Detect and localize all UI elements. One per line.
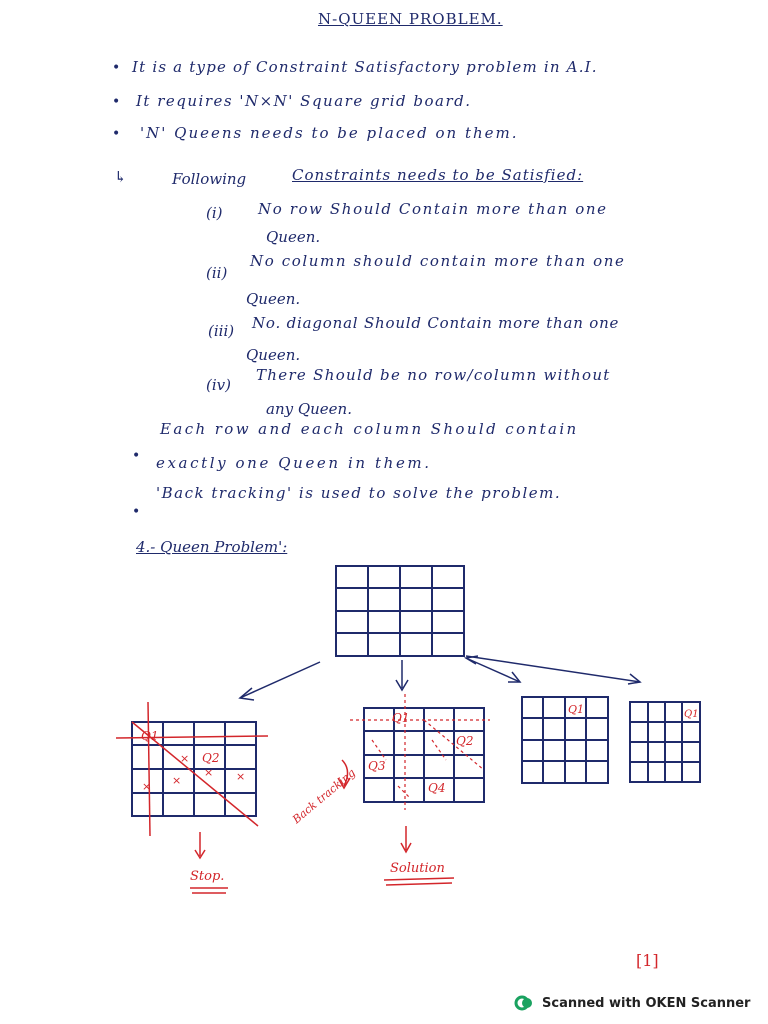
queen-q2: Q2 bbox=[456, 734, 474, 748]
svg-text:×: × bbox=[236, 770, 246, 783]
root-board bbox=[336, 566, 464, 656]
bullet-text-3: 'N' Queens needs to be placed on them. bbox=[140, 124, 519, 142]
page-number: [1] bbox=[636, 951, 659, 970]
bullet-text-5: 'Back tracking' is used to solve the problem. bbox=[156, 484, 562, 502]
constraint-line: No. diagonal Should Contain more than one bbox=[252, 314, 620, 332]
stop-label: Stop. bbox=[190, 869, 225, 884]
watermark-text: Scanned with OKEN Scanner bbox=[542, 995, 751, 1011]
constraint-num: (iii) bbox=[208, 322, 235, 340]
bullet-dot: • bbox=[112, 60, 121, 76]
queen-q3: Q3 bbox=[368, 759, 386, 773]
tree-arrows bbox=[240, 656, 640, 700]
scanner-watermark bbox=[514, 992, 750, 1014]
constraint-num: (i) bbox=[206, 204, 223, 222]
bullet-text-1: It is a type of Constraint Satisfactory problem in A.I. bbox=[132, 58, 598, 76]
queen-q1: Q1 bbox=[392, 711, 410, 725]
svg-text:×: × bbox=[204, 766, 214, 779]
queen-q1-board4: Q1 bbox=[684, 709, 699, 720]
board-solution-queens bbox=[368, 711, 473, 795]
constraint-line: any Queen. bbox=[266, 400, 352, 418]
arrow-icon: ↳ bbox=[114, 168, 127, 186]
solution-arrow bbox=[384, 826, 454, 885]
board-solution-marks bbox=[350, 694, 490, 810]
constraint-line: Queen. bbox=[246, 290, 301, 308]
constraint-num: (ii) bbox=[206, 264, 228, 282]
queen-q4: Q4 bbox=[428, 781, 446, 795]
bullet-text-2: It requires 'N×N' Square grid board. bbox=[136, 92, 472, 110]
constraints-heading: Constraints needs to be Satisfied: bbox=[292, 166, 584, 184]
board-3 bbox=[522, 697, 608, 783]
solution-label: Solution bbox=[390, 861, 445, 876]
queen-q2-stop: Q2 bbox=[202, 751, 220, 765]
queen-q1-board3: Q1 bbox=[568, 703, 585, 716]
constraint-line: No column should contain more than one bbox=[250, 252, 626, 270]
oken-logo-icon bbox=[514, 993, 534, 1013]
bullet-dot: • bbox=[112, 126, 121, 142]
constraint-line: There Should be no row/column without bbox=[256, 366, 611, 384]
bullet-dot: • bbox=[132, 448, 141, 464]
bullet-dot: • bbox=[112, 94, 121, 110]
constraint-num: (iv) bbox=[206, 376, 231, 394]
queen-q1-stop: Q1 bbox=[141, 729, 159, 743]
bullet-text-4a: Each row and each column Should contain bbox=[160, 420, 579, 438]
page-title: N-QUEEN PROBLEM. bbox=[318, 10, 503, 28]
constraint-line: Queen. bbox=[246, 346, 301, 364]
bullet-text-4b: exactly one Queen in them. bbox=[156, 454, 432, 472]
svg-text:×: × bbox=[172, 774, 182, 787]
svg-text:×: × bbox=[180, 752, 190, 765]
constraint-line: Queen. bbox=[266, 228, 321, 246]
backtracking-label: Back tracking bbox=[290, 766, 358, 827]
svg-text:×: × bbox=[142, 780, 152, 793]
constraint-line: No row Should Contain more than one bbox=[258, 200, 608, 218]
section-heading: 4.- Queen Problem': bbox=[136, 538, 288, 556]
constraints-lead: Following bbox=[172, 170, 247, 188]
bullet-dot: • bbox=[132, 504, 141, 520]
